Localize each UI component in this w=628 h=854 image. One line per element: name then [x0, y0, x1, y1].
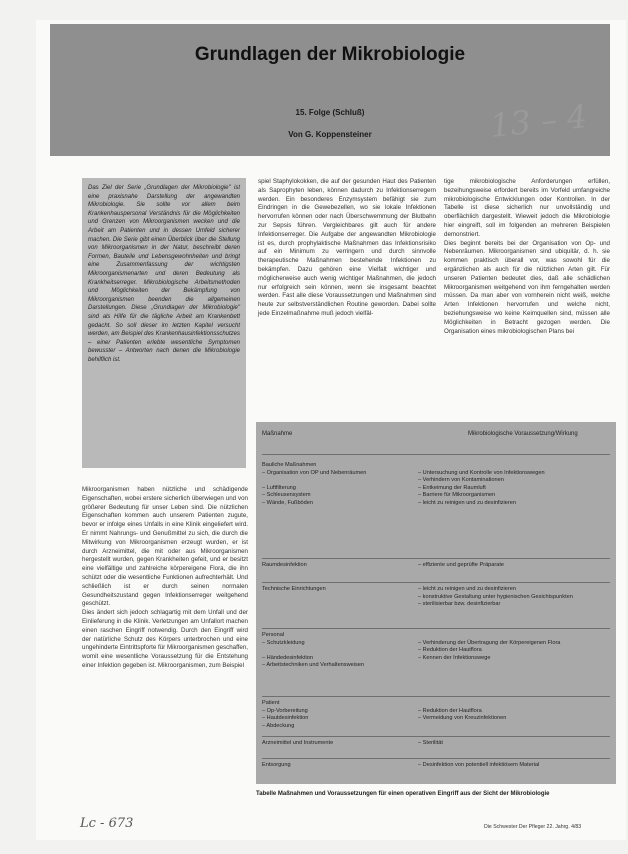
table-cell-requirement: – Reduktion der Hautflora – Vermeidung von Kreuzinfektionen [418, 707, 507, 722]
article-title: Grundlagen der Mikrobiologie [194, 44, 466, 65]
table-header-measure: Maßnahme [262, 431, 293, 437]
article-part: 15. Folge (Schluß) [295, 108, 365, 117]
table-row [262, 762, 610, 780]
table-cell-measure: Raumdesinfektion [262, 562, 307, 568]
body-column-left: Mikroorganismen haben nützliche und schädigende Eigenschaften, wobei erstere sicherlich überwiegen und von größerer Bedeutung für unser Leben sind. Die nützlichen Eigenschaften kommen auch unserem Patienten zugute, bevor er infolge eines Unfalls in eine Klinik eingeliefert wird. Er nimmt Nahrungs- und Genußmittel zu sich, die durch die Mitwirkung von Mikroorganismen erzeugt wurden, er ist durch Arzneimittel, die mit oder aus Mikroorganismen hergestellt wurden, gegen Krankheiten gefeit, und er besitzt eine vielfältige und zahlreiche körpereigene Flora, die ihn schützt oder die wesentliche Funktionen aufrechterhält. Und schließlich ist er durch seinen normalen Gesundheitszustand gegen Infektionserreger weitgehend geschützt. Dies ändert sich jedoch schlagartig mit dem Unfall und der Einlieferung in die Klinik. Verletzungen am Unfallort machen einen raschen Eingriff notwendig. Durch den Eingriff wird der natürliche Schutz des Körpers unterbrochen und eine ungehinderte Eintrittspforte für Mikroorganismen geschaffen, womit eine wesentliche Voraussetzung für die Entstehung einer Infektion gegeben ist. Mikroorganismen, zum Beispiel [82, 486, 249, 669]
handwritten-note: 13 – 4 [488, 97, 590, 145]
table-divider [262, 758, 610, 759]
table-divider [262, 454, 610, 455]
journal-footer: Die Schwester Der Pfleger 22. Jahrg. 4/83 [484, 824, 582, 830]
table-cell-measure: Entsorgung [262, 762, 291, 768]
table-cell-measure: Patient – Op-Vorbereitung – Hautdesinfektion – Abdeckung [262, 700, 309, 729]
table-cell-measure: Bauliche Maßnahmen – Organisation von OP und Nebenräumen – Luftfilterung – Schleusensystem – Wände, Fußböden [262, 462, 367, 506]
table-row [262, 562, 610, 584]
article-author: Von G. Koppensteiner [288, 130, 372, 139]
table-header-requirement: Mikrobiologische Voraussetzung/Wirkung [468, 431, 578, 437]
table-header [262, 430, 606, 452]
table-divider [262, 558, 610, 559]
table-caption: Tabelle Maßnahmen und Voraussetzungen für einen operativen Eingriff aus der Sicht der Mikrobiologie [256, 791, 550, 797]
table-cell-measure: Personal – Schutzkleidung – Händedesinfektion – Arbeitstechniken und Verhaltensweisen [262, 632, 364, 669]
table-cell-measure: Technische Einrichtungen [262, 586, 326, 592]
table-cell-requirement: – Verhinderung der Übertragung der Körpereigenen Flora – Reduktion der Hautflora – Kennen der Infektionswege [418, 639, 561, 661]
table-cell-requirement: – effiziente und geprüfte Präparate [418, 562, 505, 568]
table-cell-requirement: – Desinfektion von potentiell infektiösem Material [418, 762, 540, 768]
table-row [262, 632, 610, 702]
intro-box: Das Ziel der Serie „Grundlagen der Mikrobiologie" ist eine praxisnahe Darstellung der angewandten Mikrobiologie. Sie sollte vor allem beim Krankenhauspersonal Verständnis für die Möglichkeiten und Grenzen von Mikroorganismen wecken und die Arbeit am Patienten und in dessen Umfeld sicherer machen. Die Serie gibt einen Überblick über die Stellung von Mikroorganismen in der Natur, beschreibt deren Formen, Bauteile und Lebensgewohnheiten und bringt eine Zusammenfassung der wichtigsten Mikroorganismenarten und deren Bedeutung als Krankheitserreger. Mikrobiologische Arbeitsmethoden und Möglichkeiten der Bekämpfung von Mikroorganismen beenden die allgemeinen Darstellungen. Diese „Grundlagen der Mikrobiologie" sind als Hilfe für die tägliche Arbeit am Krankenbett gedacht. So soll dieser im letzten Kapitel versucht werden, am Beispiel des Krankenhausinfektionsschutzes – einer Patienten erlebte wesentliche Symptomen bewusster – Antworten nach denen die Mikrobiologie behilflich ist. [82, 178, 246, 468]
measures-table [256, 422, 616, 784]
table-divider [262, 628, 610, 629]
handwritten-page-note: Lc - 673 [80, 816, 134, 831]
table-divider [262, 736, 610, 737]
body-column-right: tige mikrobiologische Anforderungen erfüllen, bezeihungsweise erfordert bereits im Vorfeld umfangreiche mikrobiologische Entwicklungen oder Kontrollen. In der Tabelle ist diese sicherlich nur unvollständig und oberflächlich dargestellt. Wieweit jedoch die Mikrobiologie hier eingreift, soll im folgenden an mehreren Beispielen demonstriert. Dies beginnt bereits bei der Organisation von Op- und Nebenräumen. Mikroorganismen sind ubiquitär, d. h. sie kommen praktisch überall vor, was sowohl für die ergänzlichen als auch für die nützlichen Arten gilt. Für unseren Patienten bedeutet dies, daß alle schädlichen Mikroorganismen weitgehend von ihm ferngehalten werden müssen. Da man aber von vornherein nicht weiß, welche Arten Infektionen hervorrufen und welche nicht, beziehungsweise wo keine Keimquellen sind, müssen alle Möglichkeiten in Betracht gezogen werden. Die Organisation eines mikrobiologischen Plans bei [444, 178, 610, 335]
table-divider [262, 582, 610, 583]
table-cell-requirement: – leicht zu reinigen und zu desinfizieren – konstruktive Gestaltung unter hygienischen Gesichtspunkten – sterilisierbar bzw. desinfizierbar [418, 586, 573, 608]
table-cell-measure: Arzneimittel und Instrumente [262, 740, 334, 746]
table-row [262, 462, 610, 558]
table-divider [262, 696, 610, 697]
title-banner [50, 24, 610, 156]
table-row [262, 586, 610, 626]
table-row [262, 740, 610, 758]
body-column-middle: spiel Staphylokokken, die auf der gesunden Haut des Patienten als Saprophyten leben, können dadurch zu Infektionserregern werden. Ein besonderes Enzymsystem befähigt sie zum Eindringen in die Gewebezellen, wo sie lokale Infektionen hervorrufen können oder nach Überschwemmung der Blutbahn zur Sepsis führen. Vergleichbares gilt auch für andere Infektionserreger. Die Aufgabe der angewandten Mikrobiologie ist es, durch prophylaktische Maßnahmen das Infektionsrisiko auf ein Minimum zu verringern und durch sinnvolle therapeutische Maßnahmen bestehende Infektionen zu bekämpfen. Dazu gehören eine Vielfalt wichtiger und möglicherweise auch wenig wichtiger Maßnahmen, die jedoch nur erfolgreich sein können, wenn sie insgesamt beachtet werden. Fast alle diese Voraussetzungen und Maßnahmen sind heute zur selbstverständlichen Routine geworden. Dabei sollte jede Einzelmaßnahme muß jedoch vielfäl- [258, 178, 436, 317]
table-row [262, 700, 610, 736]
table-cell-requirement: – Untersuchung und Kontrolle von Infektionswegen – Verhindern von Kontaminationen – Entkeimung der Raumluft – Barriere für Mikroorganismen – leicht zu reinigen und zu desinfizieren [418, 469, 545, 506]
table-cell-requirement: – Sterilität [418, 740, 443, 746]
